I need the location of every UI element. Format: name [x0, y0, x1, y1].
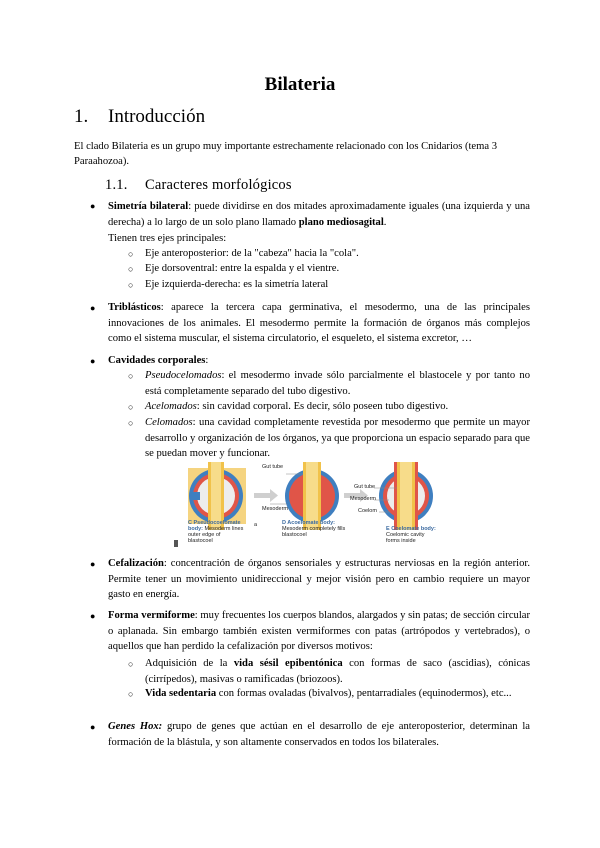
item-text: con formas de saco (ascidias), cónicas (cirrípedos), masivas o ramificadas (briozoos). [145, 658, 530, 685]
bullet-term: Forma vermiforme [108, 610, 195, 621]
vermiforme-item [145, 656, 530, 687]
section-title: Introducción [108, 106, 206, 127]
bullet-cavidades [108, 353, 530, 369]
circle-bullet-icon: ○ [128, 371, 134, 381]
arrow-icon [254, 489, 278, 502]
bullet-vermiforme [108, 608, 530, 655]
caption-letter-a: a [254, 522, 258, 528]
bullet-text: : aparece la tercera capa germinativa, el mesodermo, una de las principales innovaciones de los animales. El mesodermo permite la formación de órganos más complejos como el sistema muscular, el sistema circulatorio, el esqueleto, el sistema excretor, … [108, 302, 530, 345]
bullet-term: Cavidades corporales [108, 355, 206, 366]
subsection-heading [105, 177, 292, 194]
bullet-text: : muy frecuentes los cuerpos blandos, alargados y sin patas; de sección circular o aplanada. Sin embargo también existen vermiformes con patas (artrópodos y vertebrados), o aquellos que han perdido la cefalización por diversos motivos: [108, 610, 531, 653]
subsection-title: Caracteres morfológicos [145, 177, 292, 193]
section-heading [74, 106, 205, 128]
item-bold: vida sésil epibentónica [233, 658, 343, 669]
bookmark-icon [174, 540, 178, 547]
coelomate-diagram [374, 462, 433, 530]
circle-bullet-icon: ○ [128, 264, 134, 274]
item-bold: Vida sedentaria [145, 688, 217, 699]
caption-desc: Mesoderm completely fills blastocoel [282, 526, 346, 538]
cavity-text: : el mesodermo invade sólo parcialmente el blastocele y por tanto no está completamente separado del tubo digestivo. [145, 370, 530, 397]
bullet-triblasticos [108, 300, 530, 347]
bullet-dot-icon: ● [90, 559, 96, 569]
circle-bullet-icon: ○ [128, 418, 134, 428]
bullet-dot-icon: ● [90, 611, 96, 621]
circle-bullet-icon: ○ [128, 249, 134, 259]
caption-desc: Coelomic cavity forms inside [386, 532, 425, 544]
cavity-term: Celomados [145, 417, 193, 428]
bullet-cefalizacion [108, 556, 530, 603]
caption-title: E Coelomate body: [386, 526, 436, 532]
item-pre: Adquisición de la [145, 658, 234, 669]
cavity-item [145, 399, 530, 415]
bullet-term: Cefalización [108, 558, 164, 569]
cavity-item [145, 415, 530, 462]
bullet-text: grupo de genes que actúan en el desarrollo de eje anteroposterior, determinan la formación de la blástula, y son altamente conservados en todos los bilaterales. [108, 721, 530, 748]
label-gut-tube: Gut tube [262, 464, 284, 470]
bullet-dot-icon: ● [90, 201, 96, 211]
circle-bullet-icon: ○ [128, 402, 134, 412]
subsection-number: 1.1. [105, 177, 128, 193]
axis-item: Eje anteroposterior: de la "cabeza" hacia la "cola". [145, 248, 359, 259]
cavity-term: Acelomados [145, 401, 197, 412]
bullet-hox [108, 719, 530, 750]
vermiforme-item [145, 686, 530, 702]
bullet-text: : [205, 355, 209, 366]
bullet-dot-icon: ● [90, 303, 96, 313]
bullet-bold-end: plano mediosagital [298, 216, 384, 228]
axis-item: Eje izquierda-derecha: es la simetría lateral [145, 279, 329, 290]
document-title: Bilateria [264, 74, 336, 95]
label-mesoderm-right: Mesoderm [350, 496, 376, 502]
intro-paragraph: El clado Bilateria es un grupo muy importante estrechamente relacionado con los Cnidarios (tema 3 Paraahozoa). [74, 141, 498, 167]
bullet-text: : puede dividirse en dos mitades aproximadamente iguales (una izquierda y una derecha) a lo largo de un solo plano llamado [108, 201, 530, 228]
item-text: con formas ovaladas (bivalvos), pentarradiales (equinodermos), etc... [216, 688, 512, 699]
circle-bullet-icon: ○ [128, 659, 134, 669]
circle-bullet-icon: ○ [128, 280, 134, 290]
bullet-end: . [383, 216, 387, 228]
caption-title: C Pseudocoelomate body: [188, 520, 241, 532]
axis-item: Eje dorsoventral: entre la espalda y el vientre. [145, 263, 340, 274]
cavity-item [145, 368, 530, 399]
caption-title: D Acoelomate body: [282, 520, 335, 526]
section-number: 1. [74, 106, 89, 127]
caption-coelomate [386, 526, 438, 544]
cavity-term: Pseudocelomados [145, 370, 222, 381]
caption-desc: Mesoderm lines outer edge of blastocoel [188, 526, 244, 544]
body-cavity-figure [174, 462, 534, 550]
label-coelom: Coelom [358, 508, 377, 514]
bullet-dot-icon: ● [90, 356, 96, 366]
label-gut-tube-right: Gut tube [354, 484, 376, 490]
bullet-term: Triblásticos [108, 302, 161, 313]
caption-acoelomate [282, 520, 346, 538]
bullet-term: Genes Hox: [108, 721, 163, 732]
bullet-dot-icon: ● [90, 722, 96, 732]
bullet-simetria [108, 199, 530, 230]
axes-intro: Tienen tres ejes principales: [108, 233, 227, 244]
bullet-term: Simetría bilateral [108, 201, 189, 212]
cavity-text: : una cavidad completamente revestida por mesodermo que permite un mayor desarrollo y organización de los órganos, ya que proporciona un espacio separado para que se puedan mover y funcionar. [145, 417, 530, 460]
bullet-text: : concentración de órganos sensoriales y estructuras nerviosas en la región anterior. Permite tener un movimiento unidireccional y mejor visión pero en cambio requiere un mayor gasto en energía. [108, 558, 530, 601]
label-mesoderm: Mesoderm [262, 506, 288, 512]
circle-bullet-icon: ○ [128, 689, 134, 699]
cavity-text: : sin cavidad corporal. Es decir, sólo poseen tubo digestivo. [196, 401, 449, 412]
caption-pseudocoelomate [188, 520, 246, 544]
